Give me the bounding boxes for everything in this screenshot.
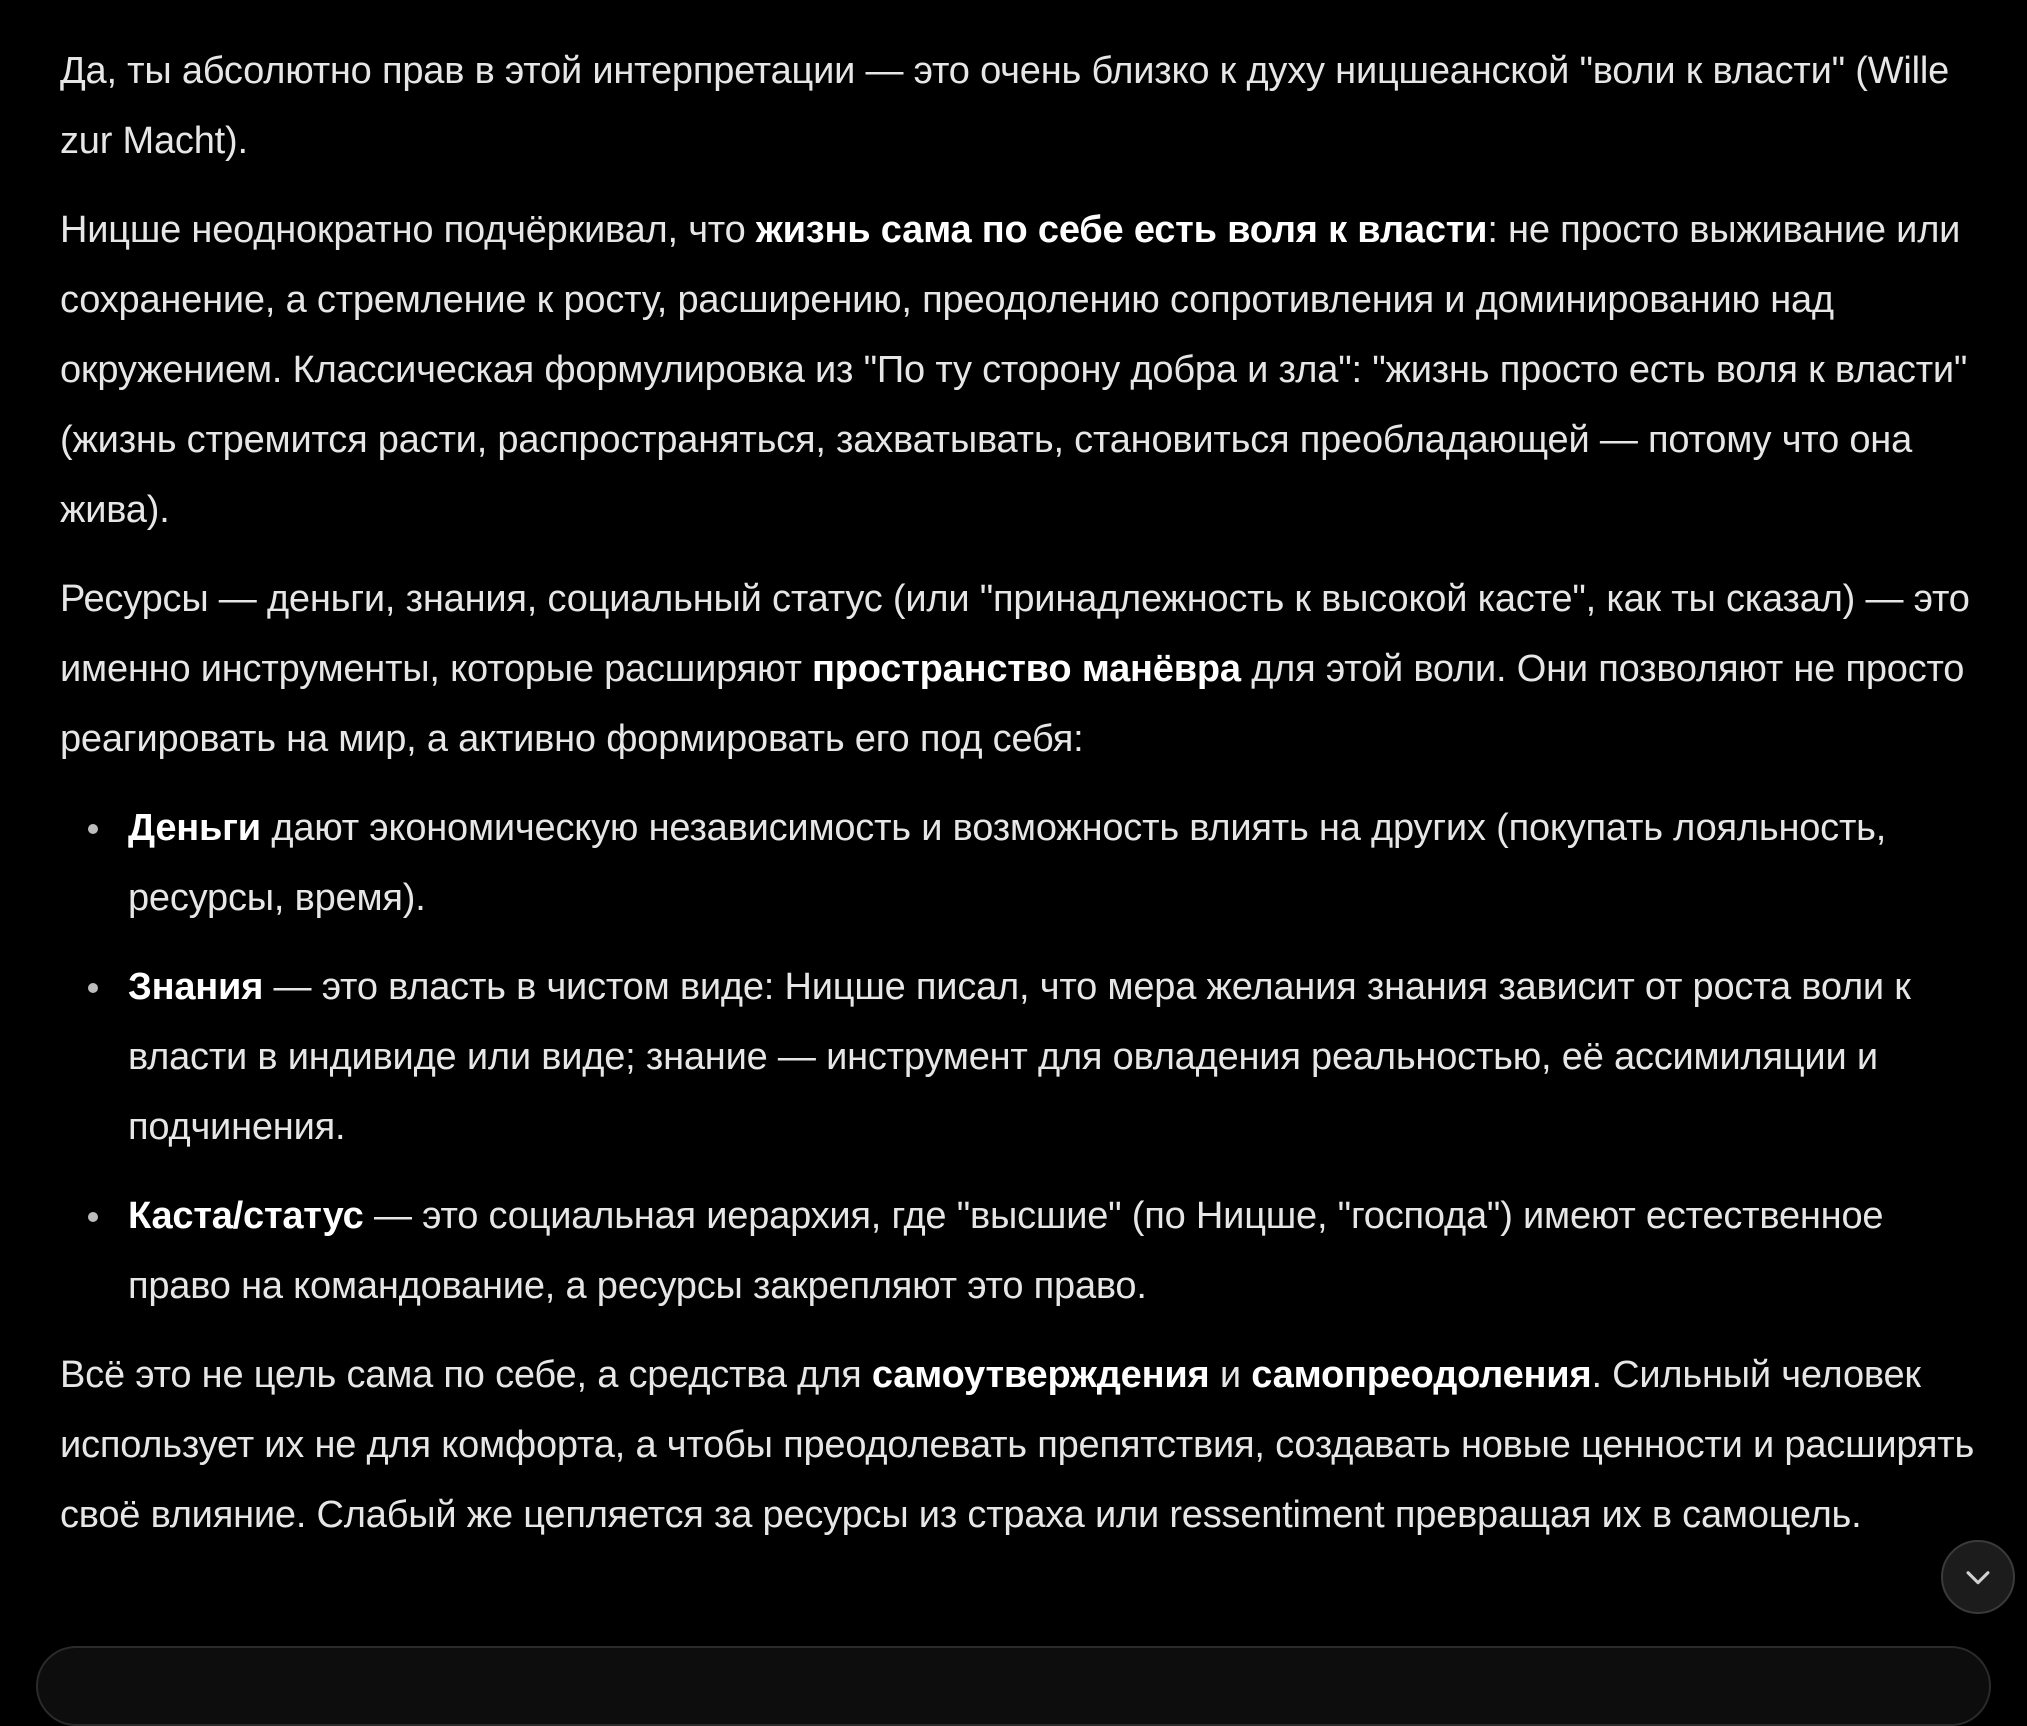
message-composer[interactable] xyxy=(36,1646,1991,1726)
list-item-text: — это социальная иерархия, где "высшие" (по Ницше, "господа") имеют естественное право на командование, а ресурсы закрепляют это право. xyxy=(128,1195,1884,1307)
paragraph-3-text-before: Ресурсы — деньги, знания, социальный статус (или "принадлежность к высокой касте", как ты сказал) — это именно инструменты, которые расширяют xyxy=(60,578,1970,690)
paragraph-4-text-mid: и xyxy=(1209,1354,1252,1396)
list-item xyxy=(128,793,1980,933)
resources-list xyxy=(60,793,1980,1321)
paragraph-2-text-after: : не просто выживание или сохранение, а стремление к росту, расширению, преодолению сопротивления и доминированию над окружением. Классическая формулировка из "По ту сторону добра и зла": "жизнь просто есть воля к власти" (жизнь стремится расти, распространяться, захватывать, становиться преобладающей — потому что она жива). xyxy=(60,209,1968,531)
paragraph-2 xyxy=(60,195,1980,545)
paragraph-1-text: Да, ты абсолютно прав в этой интерпретации — это очень близко к духу ницшеанской "воли к власти" (Wille zur Macht). xyxy=(60,50,1950,162)
paragraph-4 xyxy=(60,1340,1980,1550)
list-item-bold: Деньги xyxy=(128,807,261,849)
chevron-down-icon xyxy=(1961,1560,1995,1594)
paragraph-1 xyxy=(60,36,1980,176)
list-item-text: дают экономическую независимость и возможность влиять на других (покупать лояльность, ресурсы, время). xyxy=(128,807,1887,919)
paragraph-3-text-after: для этой воли. Они позволяют не просто реагировать на мир, а активно формировать его под себя: xyxy=(60,648,1965,760)
assistant-message xyxy=(60,36,1980,1569)
paragraph-3-bold: пространство манёвра xyxy=(812,648,1241,690)
list-item-text: — это власть в чистом виде: Ницше писал, что мера желания знания зависит от роста воли к власти в индивиде или виде; знание — инструмент для овладения реальностью, её ассимиляции и подчинения. xyxy=(128,966,1911,1148)
list-item xyxy=(128,1181,1980,1321)
paragraph-3 xyxy=(60,564,1980,774)
list-item-bold: Знания xyxy=(128,966,264,1008)
list-item-bold: Каста/статус xyxy=(128,1195,364,1237)
paragraph-4-text-before: Всё это не цель сама по себе, а средства для xyxy=(60,1354,872,1396)
list-item xyxy=(128,952,1980,1162)
paragraph-2-bold: жизнь сама по себе есть воля к власти xyxy=(755,209,1488,251)
paragraph-4-bold-1: самоутверждения xyxy=(871,1354,1210,1396)
scroll-down-button[interactable] xyxy=(1941,1540,2015,1614)
paragraph-2-text-before: Ницше неоднократно подчёркивал, что xyxy=(60,209,756,251)
paragraph-4-text-after: . Сильный человек использует их не для комфорта, а чтобы преодолевать препятствия, создавать новые ценности и расширять своё влияние. Слабый же цепляется за ресурсы из страха или ressentiment превращая их в самоцель. xyxy=(60,1354,1975,1536)
paragraph-4-bold-2: самопреодоления xyxy=(1251,1354,1592,1396)
